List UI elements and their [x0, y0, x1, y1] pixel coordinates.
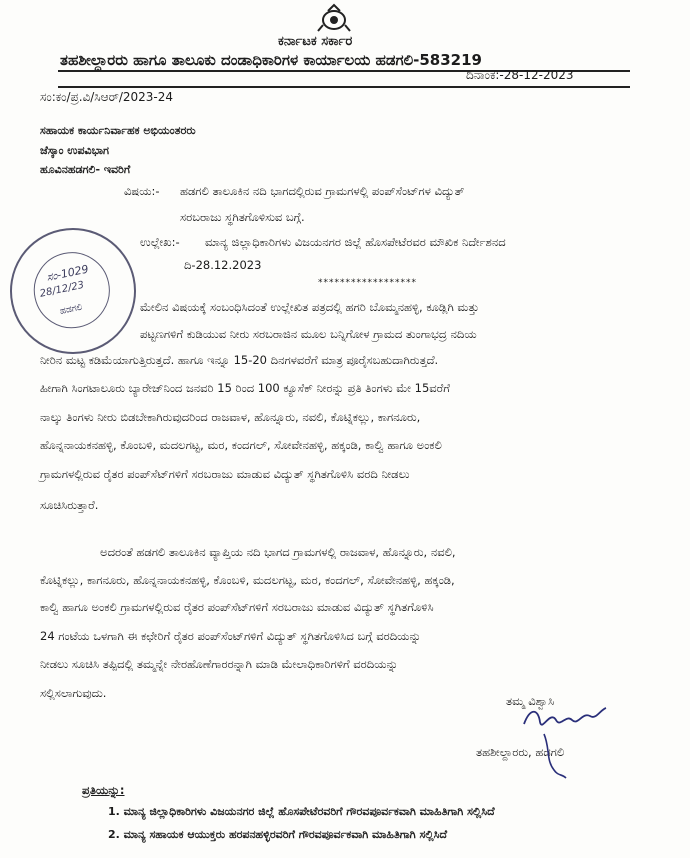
body-line: ನೀಡಲು ಸೂಚಿಸಿ ತಪ್ಪಿದಲ್ಲಿ ತಮ್ಮನ್ನೇ ನೇರಹೊಣೆಗಾರರನ್ನಾಗಿ ಮಾಡಿ ಮೇಲಾಧಿಕಾರಿಗಳಿಗೆ ವರದಿಯನ್ನು — [40, 657, 399, 671]
body-line: ಸಲ್ಲಿಸಲಾಗುವುದು. — [40, 686, 107, 700]
reference-line: ದಿ-28.12.2023 — [184, 258, 262, 272]
copies-title: ಪ್ರತಿಯನ್ನು: — [82, 783, 125, 797]
addressee-line: ಹೂವಿನಹಡಗಲಿ- ಇವರಿಗೆ — [40, 163, 131, 176]
body-line: 24 ಗಂಟೆಯ ಒಳಗಾಗಿ ಈ ಕಛೇರಿಗೆ ರೈತರ ಪಂಪ್‌ಸೆಂಟ್‌ಗಳಿಗೆ ವಿದ್ಯುತ್ ಸ್ಥಗಿತಗೊಳಿಸಿದ ಬಗ್ಗೆ ವರದಿಯನ್ನು — [40, 629, 422, 643]
signature-mark-image — [540, 730, 570, 780]
body-line: ಸೂಚಿಸಿರುತ್ತಾರೆ. — [40, 498, 99, 512]
body-line: ಗ್ರಾಮಗಳಲ್ಲಿರುವ ರೈತರ ಪಂಪ್‌ಸೆಟ್‌ಗಳಿಗೆ ಸರಬರಾಜು ಮಾಡುವ ವಿದ್ಯುತ್ ಸ್ಥಗಿತಗೊಳಿಸಿ ವರದಿ ನೀಡಲು — [40, 467, 410, 481]
stamp-date: 28/12/23 — [38, 279, 86, 300]
subject-line: ಹಡಗಲಿ ತಾಲೂಕಿನ ನದಿ ಭಾಗದಲ್ಲಿರುವ ಗ್ರಾಮಗಳಲ್ಲಿ ಪಂಪ್‌ಸೆಂಟ್‌ಗಳ ವಿದ್ಯುತ್ — [180, 184, 465, 198]
reference-number: ಸಂ:ಕಂ/ಪ್ರ.ವಿ/ಸಿಆರ್/2023-24 — [40, 90, 174, 104]
addressee-line: ಜೆಸ್ಕಾಂ ಉಪವಿಭಾಗ — [40, 144, 109, 157]
body-line: ಪಟ್ಟಣಗಳಿಗೆ ಕುಡಿಯುವ ನೀರು ಸರಬರಾಜಿನ ಮೂಲ ಬನ್ನಿಗೋಳ ಗ್ರಾಮದ ತುಂಗಾಭದ್ರ ನದಿಯ — [140, 327, 477, 341]
body-line: ಅದರಂತೆ ಹಡಗಲಿ ತಾಲೂಕಿನ ವ್ಯಾಪ್ತಿಯ ನದಿ ಭಾಗದ ಗ್ರಾಮಗಳಲ್ಲಿ ರಾಜವಾಳ, ಹೊನ್ನೂರು, ನವಲಿ, — [100, 545, 456, 559]
body-line: ನೀರಿನ ಮಟ್ಟ ಕಡಿಮೆಯಾಗುತ್ತಿರುತ್ತದೆ. ಹಾಗೂ ಇನ್ನೂ 15-20 ದಿನಗಳವರೆಗೆ ಮಾತ್ರ ಪೂರೈಸಬಹುದಾಗಿರುತ್ತದೆ. — [40, 353, 439, 367]
closing-designation: ತಹಶೀಲ್ದಾರರು, ಹಡಗಲಿ — [476, 745, 565, 759]
office-heading: ತಹಶೀಲ್ದಾರರು ಹಾಗೂ ತಾಲೂಕು ದಂಡಾಧಿಕಾರಿಗಳ ಕಾರ್ಯಾಲಯ ಹಡಗಲಿ-583219 — [60, 51, 482, 69]
body-line: ಹೀಗಾಗಿ ಸಿಂಗಟಾಲೂರು ಬ್ಯಾರೇಜ್‌ನಿಂದ ಜನವರಿ 15 ರಿಂದ 100 ಕ್ಯೂಸೆಕ್ ನೀರನ್ನು ಪ್ರತಿ ತಿಂಗಳು ಮೇ 15ವರೆಗೆ — [40, 381, 450, 395]
body-line: ಹೊನ್ನನಾಯಕನಹಳ್ಳಿ, ಕೊಂಬಳಿ, ಮದಲಗಟ್ಟ, ಮರ, ಕಂದಗಲ್, ಸೋವೇನಹಳ್ಳಿ, ಹಕ್ಕಂಡಿ, ಕಾಲ್ವಿ ಹಾಗೂ ಅಂಕಲಿ — [40, 438, 442, 452]
stamp-place: ಹಡಗಲಿ — [59, 302, 84, 318]
subject-line: ಸರಬರಾಜು ಸ್ಥಗಿತಗೊಳಿಸುವ ಬಗ್ಗೆ. — [180, 210, 305, 224]
body-line: ಕೊಟ್ನಿಕಲ್ಲು, ಕಾಗನೂರು, ಹೊನ್ನನಾಯಕನಹಳ್ಳಿ, ಕೊಂಬಳಿ, ಮದಲಗಟ್ಟ, ಮರ, ಕಂದಗಲ್, ಸೋವೇನಹಳ್ಳಿ, ಹಕ್ಕಂಡಿ, — [40, 573, 455, 587]
closing-yours: ತಮ್ಮ ವಿಶ್ವಾಸಿ — [506, 694, 555, 708]
body-line: ಮೇಲಿನ ವಿಷಯಕ್ಕೆ ಸಂಬಂಧಿಸಿದಂತೆ ಉಲ್ಲೇಖಿತ ಪತ್ರದಲ್ಲಿ ಹಗರಿ ಬೊಮ್ಮನಹಳ್ಳಿ, ಕೂಡ್ಲಿಗಿ ಮತ್ತು — [140, 300, 480, 314]
subject-label: ವಿಷಯ:- — [124, 184, 160, 198]
letter-date: ದಿನಾಂಕ:-28-12-2023 — [466, 68, 574, 82]
header-rule-2 — [58, 86, 630, 88]
body-line: ನಾಲ್ಕು ತಿಂಗಳು ನೀರು ಬಿಡಬೇಕಾಗಿರುವುದರಿಂದ ರಾಜವಾಳ, ಹೊನ್ನೂರು, ನವಲಿ, ಕೊಟ್ನಿಕಲ್ಲು, ಕಾಗನೂರು, — [40, 410, 421, 424]
reference-line: ಮಾನ್ಯ ಜಿಲ್ಲಾಧಿಕಾರಿಗಳು ವಿಜಯನಗರ ಜಿಲ್ಲೆ ಹೊಸಪೇಟೆರವರ ಮೌಖಿಕ ನಿರ್ದೇಶನದ — [205, 235, 506, 249]
government-heading: ಕರ್ನಾಟಕ ಸರ್ಕಾರ — [278, 34, 353, 49]
copy-item: 2. ಮಾನ್ಯ ಸಹಾಯಕ ಆಯುಕ್ತರು ಹರಪನಹಳ್ಳಿರವರಿಗೆ ಗೌರವಪೂರ್ವಕವಾಗಿ ಮಾಹಿತಿಗಾಗಿ ಸಲ್ಲಿಸಿದೆ — [108, 828, 448, 841]
body-line: ಕಾಲ್ವಿ ಹಾಗೂ ಅಂಕಲಿ ಗ್ರಾಮಗಳಲ್ಲಿರುವ ರೈತರ ಪಂಪ್‌ಸೆಟ್‌ಗಳಿಗೆ ಸರಬರಾಜು ಮಾಡುವ ವಿದ್ಯುತ್ ಸ್ಥಗಿತಗೊಳಿಸಿ — [40, 600, 434, 614]
stamp-number: ಸಂ-1029 — [45, 262, 90, 285]
karnataka-emblem-icon — [314, 3, 354, 33]
reference-label: ಉಲ್ಲೇಖ:- — [140, 235, 180, 249]
copy-item: 1. ಮಾನ್ಯ ಜಿಲ್ಲಾಧಿಕಾರಿಗಳು ವಿಜಯನಗರ ಜಿಲ್ಲೆ ಹೊಸಪೇಟೆರವರಿಗೆ ಗೌರವಪೂರ್ವಕವಾಗಿ ಮಾಹಿತಿಗಾಗಿ ಸಲ್ಲಿಸಿದೆ — [108, 805, 495, 818]
office-seal-stamp — [0, 216, 148, 365]
addressee-line: ಸಹಾಯಕ ಕಾರ್ಯನಿರ್ವಾಹಕ ಅಭಿಯಂತರರು — [40, 124, 196, 137]
separator: ****************** — [318, 278, 417, 288]
